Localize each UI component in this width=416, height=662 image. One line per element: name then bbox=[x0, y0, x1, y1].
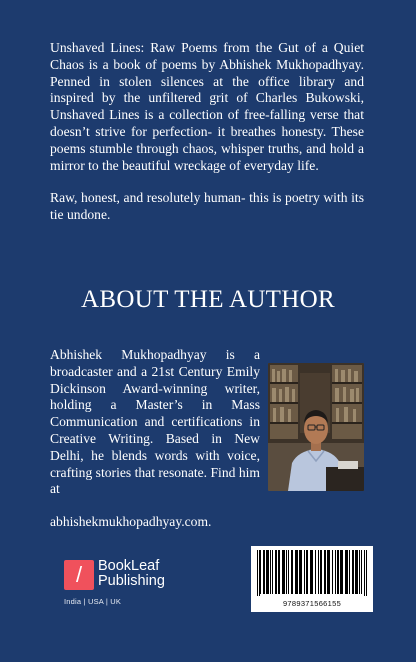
bookleaf-logo-icon bbox=[64, 560, 94, 590]
author-bio: Abhishek Mukhopadhyay is a broadcaster and a 21st Century Emily Dickinson Award-winning writer, holding a Master’s in Mass Communication and certifications in Creative Writing. Based in New Delhi, he blends words with voice, crafting stories that resonate. Find him at bbox=[50, 347, 260, 497]
blurb-paragraph: Unshaved Lines: Raw Poems from the Gut of a Quiet Chaos is a book of poems by Abhishek Mukhopadhyay. Penned in stolen silences at the office library and inspired by the unfiltered grit of Charles Bukowski, Unshaved Lines is a collection of free-falling verse that doesn’t strive for perfection- it breathes honesty. These poems stumble through chaos, whisper truths, and hold a mirror to the beautiful wreckage of everyday life. bbox=[50, 40, 364, 173]
author-website: abhishekmukhopadhyay.com. bbox=[50, 514, 212, 529]
publisher-name-line2: Publishing bbox=[98, 573, 165, 589]
publisher-name bbox=[98, 559, 165, 589]
author-photo bbox=[268, 363, 364, 491]
publisher-regions: India | USA | UK bbox=[64, 597, 122, 606]
about-author-heading: ABOUT THE AUTHOR bbox=[81, 286, 335, 313]
book-blurb bbox=[50, 40, 364, 224]
publisher-name-line1: BookLeaf bbox=[98, 558, 160, 574]
barcode-bars-icon bbox=[251, 546, 373, 598]
isbn-barcode bbox=[251, 546, 373, 612]
logo-mark: / bbox=[75, 562, 83, 587]
publisher-logo bbox=[64, 560, 194, 608]
blurb-tagline: Raw, honest, and resolutely human- this is poetry with its tie undone. bbox=[50, 190, 364, 223]
isbn-number: 9789371566155 bbox=[282, 599, 342, 608]
